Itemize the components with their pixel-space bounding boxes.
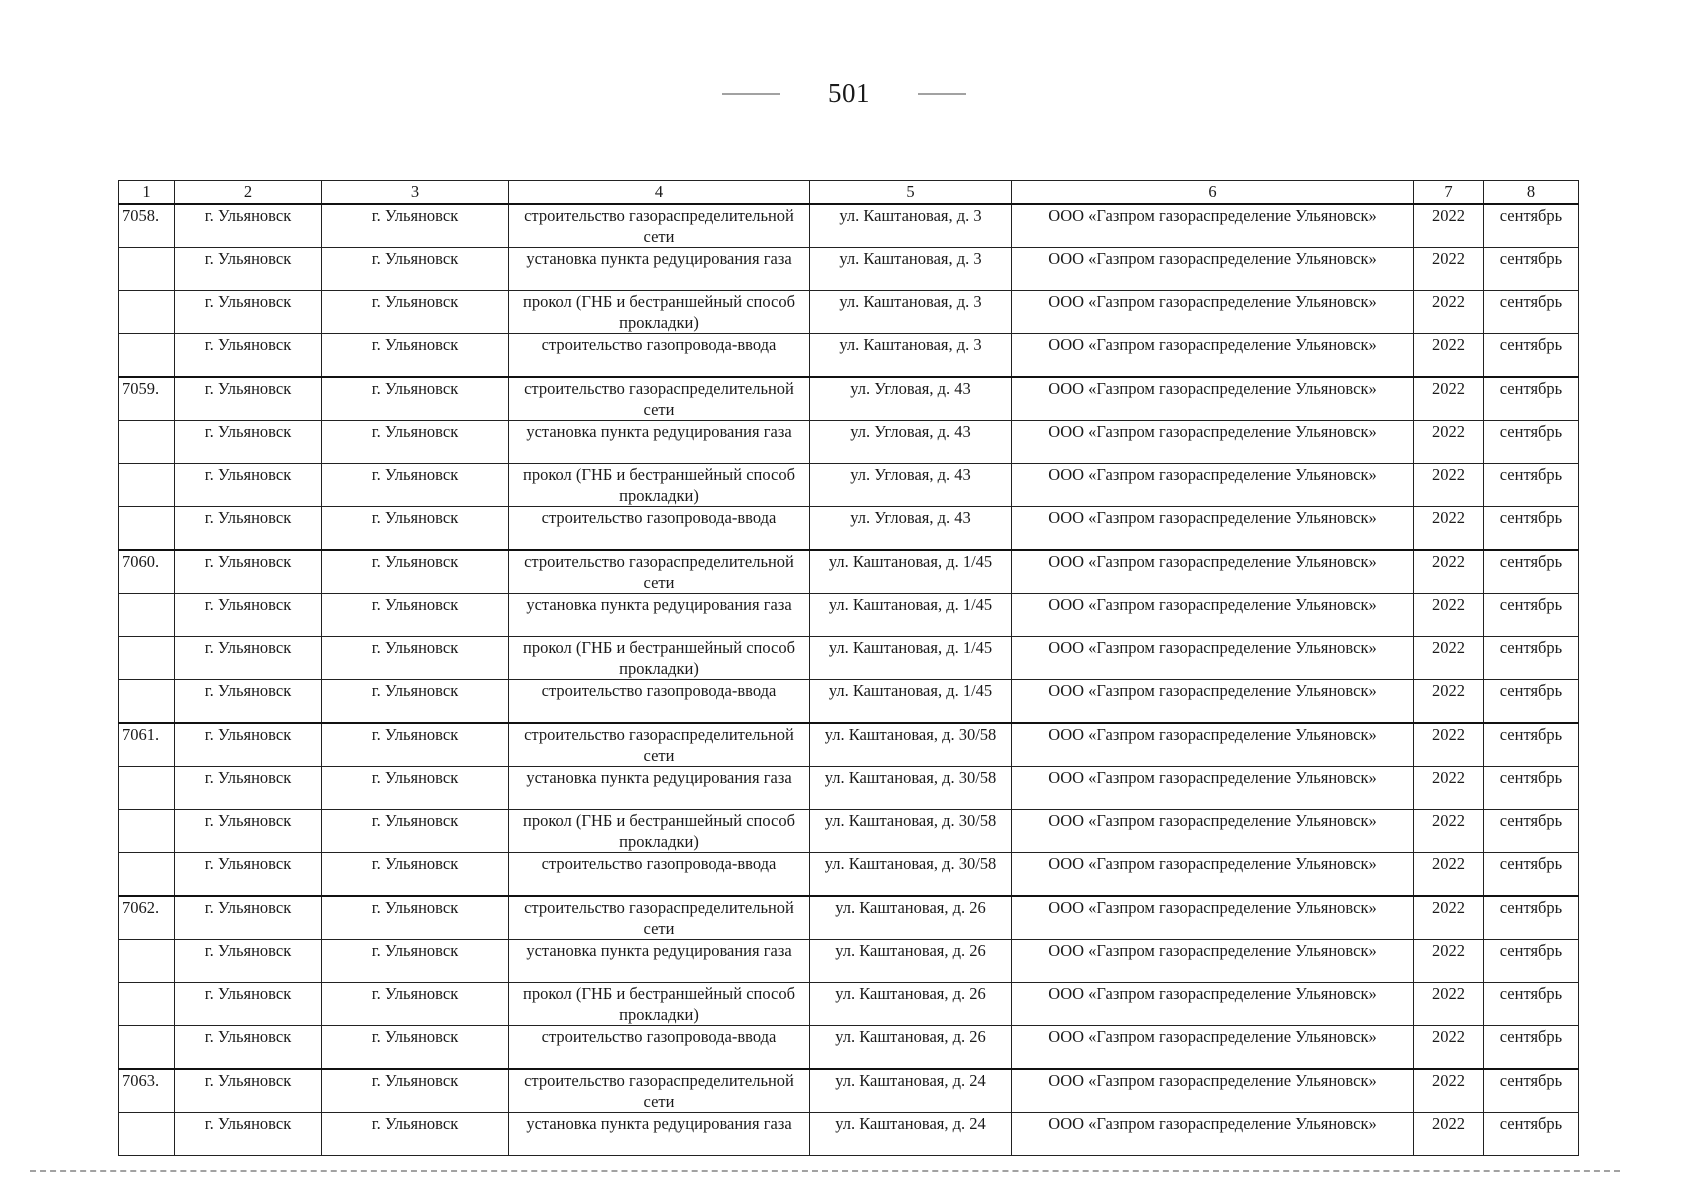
year-cell: 2022 — [1414, 1026, 1484, 1070]
row-number-cell — [119, 464, 175, 507]
address-cell: ул. Каштановая, д. 30/58 — [810, 810, 1012, 853]
year-cell: 2022 — [1414, 204, 1484, 248]
organization-cell: ООО «Газпром газораспределение Ульяновск» — [1012, 334, 1414, 378]
row-number-cell — [119, 594, 175, 637]
settlement-cell: г. Ульяновск — [322, 594, 509, 637]
row-number-cell — [119, 507, 175, 551]
address-cell: ул. Каштановая, д. 1/45 — [810, 680, 1012, 724]
table-body — [119, 204, 1579, 1156]
month-cell: сентябрь — [1484, 248, 1579, 291]
locality-cell: г. Ульяновск — [175, 248, 322, 291]
work-type-cell: установка пункта редуцирования газа — [509, 940, 810, 983]
table-row — [119, 853, 1579, 897]
address-cell: ул. Каштановая, д. 30/58 — [810, 853, 1012, 897]
year-cell: 2022 — [1414, 377, 1484, 421]
year-cell: 2022 — [1414, 1113, 1484, 1156]
settlement-cell: г. Ульяновск — [322, 507, 509, 551]
row-number-cell — [119, 983, 175, 1026]
work-type-cell: строительство газораспределительной сети — [509, 550, 810, 594]
locality-cell: г. Ульяновск — [175, 594, 322, 637]
month-cell: сентябрь — [1484, 896, 1579, 940]
locality-cell: г. Ульяновск — [175, 810, 322, 853]
table-row — [119, 248, 1579, 291]
locality-cell: г. Ульяновск — [175, 1026, 322, 1070]
address-cell: ул. Каштановая, д. 3 — [810, 204, 1012, 248]
settlement-cell: г. Ульяновск — [322, 810, 509, 853]
month-cell: сентябрь — [1484, 594, 1579, 637]
column-header: 3 — [322, 181, 509, 205]
year-cell: 2022 — [1414, 983, 1484, 1026]
work-type-cell: прокол (ГНБ и бестраншейный способ прокладки) — [509, 637, 810, 680]
settlement-cell: г. Ульяновск — [322, 204, 509, 248]
column-header: 7 — [1414, 181, 1484, 205]
table-row — [119, 767, 1579, 810]
table-row — [119, 291, 1579, 334]
settlement-cell: г. Ульяновск — [322, 291, 509, 334]
locality-cell: г. Ульяновск — [175, 680, 322, 724]
locality-cell: г. Ульяновск — [175, 204, 322, 248]
work-type-cell: строительство газопровода-ввода — [509, 334, 810, 378]
work-type-cell: прокол (ГНБ и бестраншейный способ прокладки) — [509, 810, 810, 853]
address-cell: ул. Угловая, д. 43 — [810, 464, 1012, 507]
settlement-cell: г. Ульяновск — [322, 853, 509, 897]
locality-cell: г. Ульяновск — [175, 507, 322, 551]
year-cell: 2022 — [1414, 507, 1484, 551]
address-cell: ул. Каштановая, д. 3 — [810, 334, 1012, 378]
table-row — [119, 377, 1579, 421]
year-cell: 2022 — [1414, 421, 1484, 464]
row-number-cell — [119, 637, 175, 680]
work-type-cell: строительство газопровода-ввода — [509, 680, 810, 724]
row-number-cell: 7062. — [119, 896, 175, 940]
organization-cell: ООО «Газпром газораспределение Ульяновск» — [1012, 594, 1414, 637]
month-cell: сентябрь — [1484, 464, 1579, 507]
organization-cell: ООО «Газпром газораспределение Ульяновск» — [1012, 1113, 1414, 1156]
organization-cell: ООО «Газпром газораспределение Ульяновск» — [1012, 853, 1414, 897]
table-row — [119, 1026, 1579, 1070]
address-cell: ул. Каштановая, д. 26 — [810, 940, 1012, 983]
address-cell: ул. Каштановая, д. 26 — [810, 983, 1012, 1026]
table-row — [119, 464, 1579, 507]
address-cell: ул. Каштановая, д. 30/58 — [810, 767, 1012, 810]
organization-cell: ООО «Газпром газораспределение Ульяновск» — [1012, 248, 1414, 291]
locality-cell: г. Ульяновск — [175, 637, 322, 680]
organization-cell: ООО «Газпром газораспределение Ульяновск» — [1012, 377, 1414, 421]
work-type-cell: строительство газораспределительной сети — [509, 723, 810, 767]
locality-cell: г. Ульяновск — [175, 1113, 322, 1156]
address-cell: ул. Каштановая, д. 1/45 — [810, 637, 1012, 680]
work-type-cell: строительство газораспределительной сети — [509, 377, 810, 421]
month-cell: сентябрь — [1484, 983, 1579, 1026]
organization-cell: ООО «Газпром газораспределение Ульяновск» — [1012, 507, 1414, 551]
settlement-cell: г. Ульяновск — [322, 680, 509, 724]
work-type-cell: строительство газораспределительной сети — [509, 1069, 810, 1113]
address-cell: ул. Каштановая, д. 3 — [810, 248, 1012, 291]
address-cell: ул. Каштановая, д. 26 — [810, 1026, 1012, 1070]
row-number-cell — [119, 291, 175, 334]
locality-cell: г. Ульяновск — [175, 334, 322, 378]
month-cell: сентябрь — [1484, 940, 1579, 983]
address-cell: ул. Каштановая, д. 24 — [810, 1113, 1012, 1156]
scan-artifact-right — [918, 93, 966, 95]
month-cell: сентябрь — [1484, 680, 1579, 724]
table-row — [119, 334, 1579, 378]
settlement-cell: г. Ульяновск — [322, 896, 509, 940]
work-type-cell: прокол (ГНБ и бестраншейный способ прокладки) — [509, 464, 810, 507]
organization-cell: ООО «Газпром газораспределение Ульяновск» — [1012, 421, 1414, 464]
month-cell: сентябрь — [1484, 853, 1579, 897]
row-number-cell — [119, 421, 175, 464]
month-cell: сентябрь — [1484, 204, 1579, 248]
month-cell: сентябрь — [1484, 377, 1579, 421]
month-cell: сентябрь — [1484, 334, 1579, 378]
row-number-cell — [119, 767, 175, 810]
month-cell: сентябрь — [1484, 507, 1579, 551]
month-cell: сентябрь — [1484, 550, 1579, 594]
row-number-cell: 7059. — [119, 377, 175, 421]
settlement-cell: г. Ульяновск — [322, 1113, 509, 1156]
column-header: 2 — [175, 181, 322, 205]
row-number-cell: 7058. — [119, 204, 175, 248]
settlement-cell: г. Ульяновск — [322, 940, 509, 983]
work-type-cell: установка пункта редуцирования газа — [509, 421, 810, 464]
row-number-cell — [119, 810, 175, 853]
locality-cell: г. Ульяновск — [175, 723, 322, 767]
column-header: 6 — [1012, 181, 1414, 205]
year-cell: 2022 — [1414, 853, 1484, 897]
scan-artifact-left — [722, 93, 780, 95]
address-cell: ул. Угловая, д. 43 — [810, 507, 1012, 551]
address-cell: ул. Каштановая, д. 1/45 — [810, 594, 1012, 637]
settlement-cell: г. Ульяновск — [322, 1069, 509, 1113]
work-type-cell: строительство газопровода-ввода — [509, 853, 810, 897]
row-number-cell: 7060. — [119, 550, 175, 594]
year-cell: 2022 — [1414, 940, 1484, 983]
work-type-cell: установка пункта редуцирования газа — [509, 248, 810, 291]
column-header: 8 — [1484, 181, 1579, 205]
organization-cell: ООО «Газпром газораспределение Ульяновск» — [1012, 723, 1414, 767]
row-number-cell — [119, 680, 175, 724]
organization-cell: ООО «Газпром газораспределение Ульяновск» — [1012, 637, 1414, 680]
row-number-cell — [119, 1113, 175, 1156]
month-cell: сентябрь — [1484, 1069, 1579, 1113]
row-number-cell — [119, 853, 175, 897]
locality-cell: г. Ульяновск — [175, 550, 322, 594]
month-cell: сентябрь — [1484, 291, 1579, 334]
column-header: 1 — [119, 181, 175, 205]
address-cell: ул. Каштановая, д. 3 — [810, 291, 1012, 334]
year-cell: 2022 — [1414, 334, 1484, 378]
year-cell: 2022 — [1414, 291, 1484, 334]
settlement-cell: г. Ульяновск — [322, 723, 509, 767]
header-row — [119, 181, 1579, 205]
settlement-cell: г. Ульяновск — [322, 421, 509, 464]
work-type-cell: установка пункта редуцирования газа — [509, 594, 810, 637]
locality-cell: г. Ульяновск — [175, 377, 322, 421]
address-cell: ул. Угловая, д. 43 — [810, 377, 1012, 421]
month-cell: сентябрь — [1484, 421, 1579, 464]
row-number-cell — [119, 334, 175, 378]
table-row — [119, 421, 1579, 464]
work-type-cell: строительство газораспределительной сети — [509, 204, 810, 248]
table-row — [119, 204, 1579, 248]
locality-cell: г. Ульяновск — [175, 940, 322, 983]
settlement-cell: г. Ульяновск — [322, 983, 509, 1026]
page-number: 501 — [828, 78, 870, 108]
locality-cell: г. Ульяновск — [175, 896, 322, 940]
address-cell: ул. Каштановая, д. 24 — [810, 1069, 1012, 1113]
organization-cell: ООО «Газпром газораспределение Ульяновск» — [1012, 1069, 1414, 1113]
organization-cell: ООО «Газпром газораспределение Ульяновск» — [1012, 680, 1414, 724]
organization-cell: ООО «Газпром газораспределение Ульяновск» — [1012, 940, 1414, 983]
table-row — [119, 1113, 1579, 1156]
month-cell: сентябрь — [1484, 723, 1579, 767]
work-type-cell: установка пункта редуцирования газа — [509, 1113, 810, 1156]
organization-cell: ООО «Газпром газораспределение Ульяновск» — [1012, 204, 1414, 248]
year-cell: 2022 — [1414, 1069, 1484, 1113]
table-row — [119, 940, 1579, 983]
organization-cell: ООО «Газпром газораспределение Ульяновск» — [1012, 291, 1414, 334]
row-number-cell — [119, 248, 175, 291]
organization-cell: ООО «Газпром газораспределение Ульяновск» — [1012, 810, 1414, 853]
organization-cell: ООО «Газпром газораспределение Ульяновск» — [1012, 767, 1414, 810]
row-number-cell: 7061. — [119, 723, 175, 767]
year-cell: 2022 — [1414, 637, 1484, 680]
data-table — [118, 180, 1579, 1156]
address-cell: ул. Каштановая, д. 26 — [810, 896, 1012, 940]
year-cell: 2022 — [1414, 723, 1484, 767]
table-row — [119, 983, 1579, 1026]
month-cell: сентябрь — [1484, 1026, 1579, 1070]
year-cell: 2022 — [1414, 550, 1484, 594]
table-row — [119, 896, 1579, 940]
settlement-cell: г. Ульяновск — [322, 334, 509, 378]
organization-cell: ООО «Газпром газораспределение Ульяновск» — [1012, 896, 1414, 940]
table-row — [119, 680, 1579, 724]
bottom-scan-line — [30, 1170, 1620, 1173]
month-cell: сентябрь — [1484, 637, 1579, 680]
table-row — [119, 810, 1579, 853]
table-row — [119, 1069, 1579, 1113]
settlement-cell: г. Ульяновск — [322, 464, 509, 507]
year-cell: 2022 — [1414, 464, 1484, 507]
year-cell: 2022 — [1414, 248, 1484, 291]
organization-cell: ООО «Газпром газораспределение Ульяновск» — [1012, 1026, 1414, 1070]
address-cell: ул. Каштановая, д. 1/45 — [810, 550, 1012, 594]
settlement-cell: г. Ульяновск — [322, 767, 509, 810]
locality-cell: г. Ульяновск — [175, 853, 322, 897]
work-type-cell: установка пункта редуцирования газа — [509, 767, 810, 810]
locality-cell: г. Ульяновск — [175, 421, 322, 464]
work-type-cell: строительство газораспределительной сети — [509, 896, 810, 940]
table-row — [119, 723, 1579, 767]
locality-cell: г. Ульяновск — [175, 291, 322, 334]
row-number-cell — [119, 1026, 175, 1070]
organization-cell: ООО «Газпром газораспределение Ульяновск» — [1012, 983, 1414, 1026]
locality-cell: г. Ульяновск — [175, 767, 322, 810]
table-row — [119, 507, 1579, 551]
work-type-cell: прокол (ГНБ и бестраншейный способ прокладки) — [509, 291, 810, 334]
row-number-cell — [119, 940, 175, 983]
locality-cell: г. Ульяновск — [175, 1069, 322, 1113]
year-cell: 2022 — [1414, 594, 1484, 637]
organization-cell: ООО «Газпром газораспределение Ульяновск» — [1012, 464, 1414, 507]
work-type-cell: строительство газопровода-ввода — [509, 1026, 810, 1070]
year-cell: 2022 — [1414, 680, 1484, 724]
year-cell: 2022 — [1414, 767, 1484, 810]
table-row — [119, 637, 1579, 680]
work-type-cell: прокол (ГНБ и бестраншейный способ прокладки) — [509, 983, 810, 1026]
column-header: 4 — [509, 181, 810, 205]
settlement-cell: г. Ульяновск — [322, 637, 509, 680]
year-cell: 2022 — [1414, 896, 1484, 940]
organization-cell: ООО «Газпром газораспределение Ульяновск» — [1012, 550, 1414, 594]
month-cell: сентябрь — [1484, 810, 1579, 853]
address-cell: ул. Каштановая, д. 30/58 — [810, 723, 1012, 767]
locality-cell: г. Ульяновск — [175, 983, 322, 1026]
table-row — [119, 550, 1579, 594]
locality-cell: г. Ульяновск — [175, 464, 322, 507]
work-type-cell: строительство газопровода-ввода — [509, 507, 810, 551]
column-header: 5 — [810, 181, 1012, 205]
row-number-cell: 7063. — [119, 1069, 175, 1113]
month-cell: сентябрь — [1484, 1113, 1579, 1156]
settlement-cell: г. Ульяновск — [322, 550, 509, 594]
address-cell: ул. Угловая, д. 43 — [810, 421, 1012, 464]
table-row — [119, 594, 1579, 637]
month-cell: сентябрь — [1484, 767, 1579, 810]
year-cell: 2022 — [1414, 810, 1484, 853]
settlement-cell: г. Ульяновск — [322, 248, 509, 291]
settlement-cell: г. Ульяновск — [322, 1026, 509, 1070]
settlement-cell: г. Ульяновск — [322, 377, 509, 421]
